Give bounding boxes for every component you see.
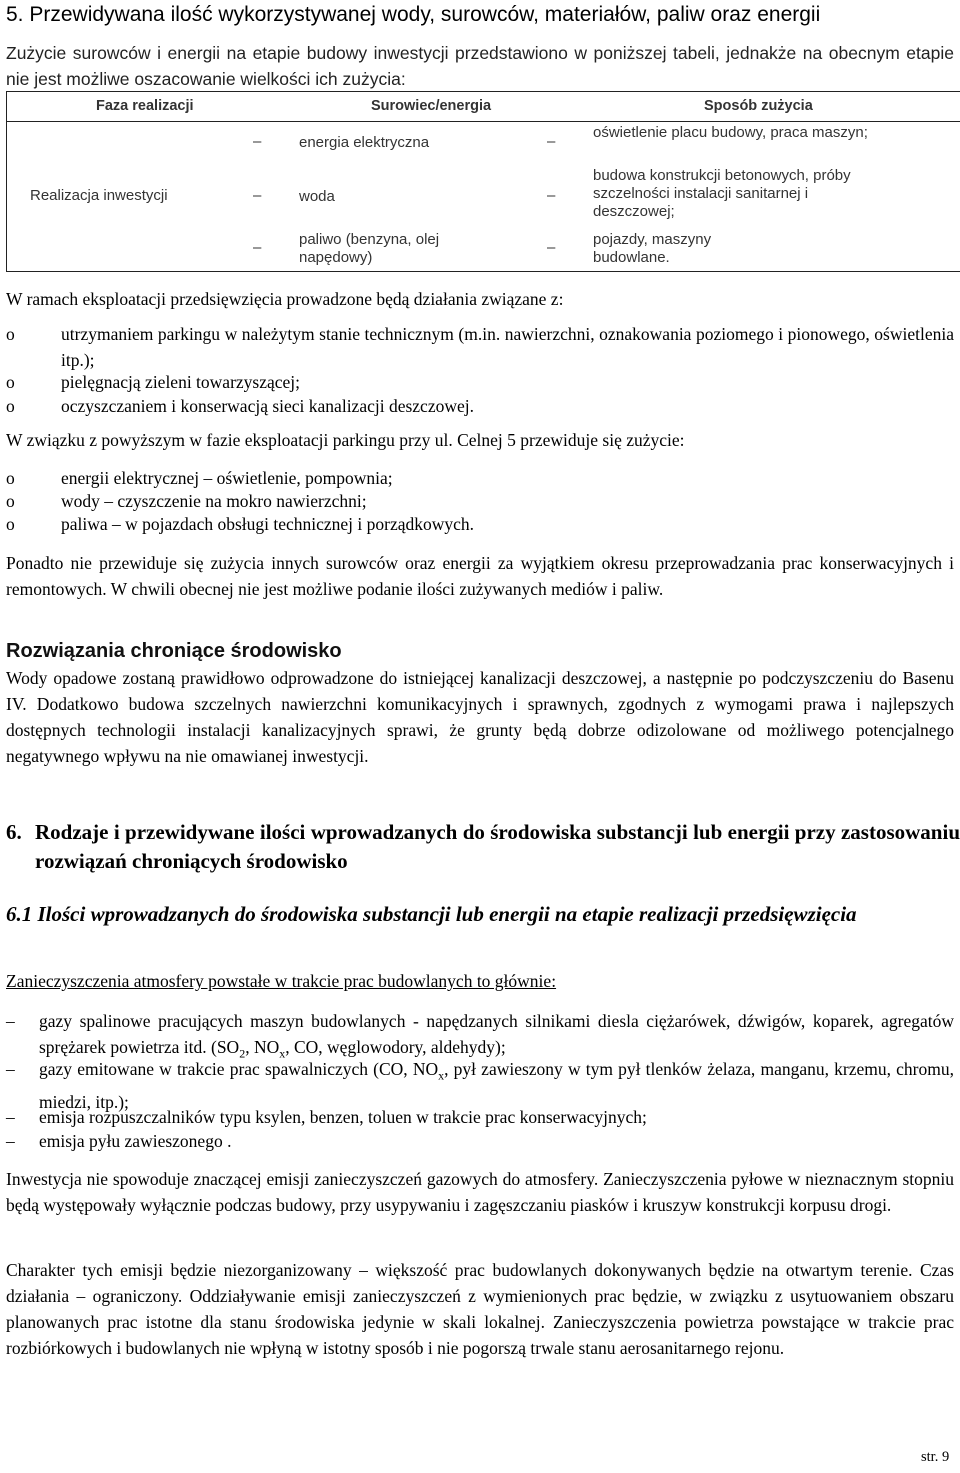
- bullet-marker: o: [6, 491, 15, 511]
- list-item-text: pielęgnacją zieleni towarzyszącej;: [61, 372, 301, 392]
- section-6-1-heading: 6.1 Ilości wprowadzanych do środowiska substancji lub energii na etapie realizacji przedsięwzięcia: [6, 902, 857, 926]
- list-item-text: gazy emitowane w trakcie prac spawalniczych (CO, $NO_x$, pył zawieszony w tym pył tlenków żelaza, manganu, krzemu, chromu, miedzi, itp.);: [39, 1059, 954, 1112]
- header-phase: Faza realizacji: [96, 98, 194, 114]
- list-item-text: emisja rozpuszczalników typu ksylen, benzen, toluen w trakcie prac konserwacyjnych;: [39, 1107, 647, 1127]
- usage-intro: W związku z powyższym w fazie eksploatacji parkingu przy ul. Celnej 5 przewiduje się zużycie:: [6, 430, 685, 450]
- dash-marker: –: [6, 1011, 15, 1031]
- dash-resource-3: –: [253, 239, 262, 256]
- dash-use-2: –: [547, 187, 556, 204]
- resource-cell: paliwo (benzyna, olej napędowy): [299, 231, 440, 266]
- investment-paragraph: Inwestycja nie spowoduje znaczącej emisji zanieczyszczeń gazowych do atmosfery. Zanieczyszczenia pyłowe w nieznacznym stopniu będą występowały wyłącznie podczas budowy, przy usypywaniu i zagęszczaniu piasków i kruszyw konstrukcji korpusu drogi.: [6, 1169, 954, 1215]
- intro-paragraph: Zużycie surowców i energii na etapie budowy inwestycji przedstawiono w poniższej tabeli, jednakże na obecnym etapie nie jest możliwe oszacowanie wielkości ich zużycia:: [6, 43, 954, 89]
- list-item: [6, 321, 954, 373]
- list-item-text: gazy spalinowe pracujących maszyn budowlanych - napędzanych silnikami diesla ciężarówek, dźwigów, koparek, agregatów sprężarek powietrza itd. ($SO_2$, $NO_x$, CO, węglowodory, aldehydy);: [39, 1011, 954, 1061]
- page-number: str. 9: [921, 1449, 950, 1465]
- dash-resource-2: –: [253, 187, 262, 204]
- bullet-marker: o: [6, 514, 15, 534]
- character-paragraph: Charakter tych emisji będzie niezorganizowany – większość prac budowlanych dokonywanych będzie na otwartym terenie. Czas działania – ograniczony. Oddziaływanie emisji zanieczyszczeń z wymienionych prac będzie, w związku z usytuowaniem obszaru planowanych prac istotne dla stanu środowiska jedynie w skali lokalnej. Zanieczyszczenia powietrza powstające w trakcie prac rozbiórkowych i budowlanych nie wpłyną w istotny sposób i nie pogorszą trwale stanu aerosanitarnego rejonu.: [6, 1260, 954, 1358]
- bullet-marker: o: [6, 324, 15, 344]
- resource-cell: energia elektryczna: [299, 134, 430, 151]
- bullet-marker: o: [6, 396, 15, 416]
- bullet-marker: o: [6, 468, 15, 488]
- header-resource: Surowiec/energia: [371, 98, 492, 114]
- header-usage: Sposób zużycia: [704, 98, 813, 114]
- exploitation-intro: W ramach eksploatacji przedsięwzięcia prowadzone będą działania związane z:: [6, 289, 564, 309]
- list-item-text: oczyszczaniem i konserwacją sieci kanalizacji deszczowej.: [61, 396, 474, 416]
- dash-marker: –: [6, 1107, 15, 1127]
- list-item-text: emisja pyłu zawieszonego .: [39, 1131, 232, 1151]
- dash-marker: –: [6, 1131, 15, 1151]
- section-5-heading: 5. Przewidywana ilość wykorzystywanej wody, surowców, materiałów, paliw oraz energii: [6, 3, 821, 26]
- table-header-row: [7, 92, 960, 122]
- additional-paragraph: Ponadto nie przewiduje się zużycia innych surowców oraz energii za wyjątkiem okresu przeprowadzania prac konserwacyjnych i remontowych. W chwili obecnej nie jest możliwe podanie ilości zużywanych mediów i paliw.: [6, 553, 954, 599]
- dash-resource-1: –: [253, 133, 262, 150]
- phase-cell: Realizacja inwestycji: [30, 187, 168, 204]
- use-cell: pojazdy, maszyny budowlane.: [593, 231, 712, 266]
- solutions-paragraph: Wody opadowe zostaną prawidłowo odprowadzone do istniejącej kanalizacji deszczowej, a następnie po podczyszczeniu do Basenu IV. Dodatkowo budowa szczelnych nawierzchni komunikacyjnych i sprawnych, zgodnych z wymogami prawa i najlepszych dostępnych technologii instalacji kanalizacyjnych sprawi, że grunty będą dobrze odizolowane od możliwego potencjalnego negatywnego wpływu na nie omawianej inwestycji.: [6, 668, 954, 766]
- dash-use-3: –: [547, 239, 556, 256]
- list-item-text: paliwa – w pojazdach obsługi technicznej i porządkowych.: [61, 514, 475, 534]
- section-6-number: 6.: [6, 820, 22, 844]
- list-item-text: utrzymaniem parkingu w należytym stanie technicznym (m.in. nawierzchni, oznakowania poziomego i pionowego, oświetlenia itp.);: [61, 324, 954, 370]
- bullet-marker: o: [6, 372, 15, 392]
- solutions-heading: Rozwiązania chroniące środowisko: [6, 640, 342, 662]
- dash-marker: –: [6, 1059, 15, 1079]
- pollution-title: Zanieczyszczenia atmosfery powstałe w trakcie prac budowlanych to głównie:: [6, 971, 557, 991]
- list-item-text: wody – czyszczenie na mokro nawierzchni;: [61, 491, 367, 511]
- dash-use-1: –: [547, 133, 556, 150]
- resource-usage-table: [6, 91, 960, 272]
- use-cell: budowa konstrukcji betonowych, próby szczelności instalacji sanitarnej i deszczowej;: [593, 167, 851, 220]
- use-cell: oświetlenie placu budowy, praca maszyn;: [593, 124, 868, 141]
- section-6-title: Rodzaje i przewidywane ilości wprowadzanych do środowiska substancji lub energii przy zastosowaniu rozwiązań chroniących środowisko: [35, 820, 960, 873]
- resource-cell: woda: [299, 188, 335, 205]
- list-item-text: energii elektrycznej – oświetlenie, pompownia;: [61, 468, 393, 488]
